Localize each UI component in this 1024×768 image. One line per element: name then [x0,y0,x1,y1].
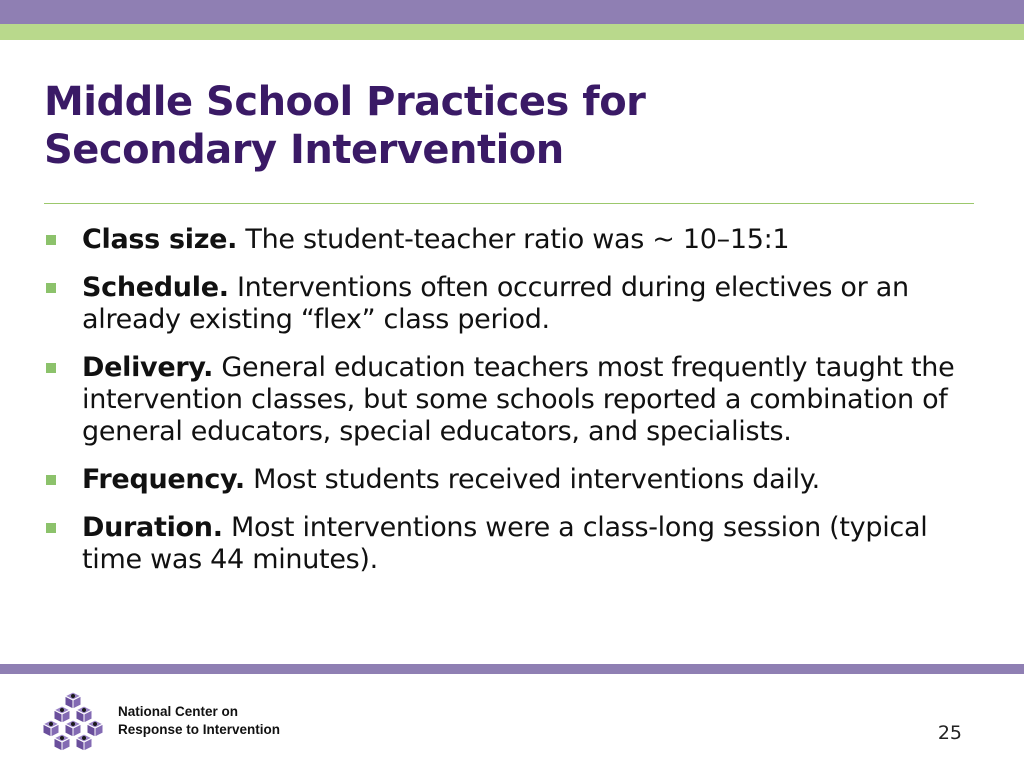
bullet-text: General education teachers most frequently taught the intervention classes, but some schools reported a combination of general educators, special educators, and specialists. [82,352,955,447]
bullet-term: Class size. [82,224,238,255]
bullet-term: Frequency. [82,464,245,495]
bullet-text: Interventions often occurred during electives or an already existing “flex” class period. [82,272,909,335]
title-divider [44,203,974,204]
organization-name-line-1: National Center on [118,704,239,719]
square-bullet-icon [46,235,56,245]
bullet-item-delivery [44,352,974,448]
top-accent-bar-purple [0,0,1024,24]
bullet-item-duration [44,512,974,576]
bullet-term: Duration. [82,512,223,543]
organization-name [118,703,280,739]
organization-name-line-2: Response to Intervention [118,722,281,737]
bullet-item-class-size [44,224,974,256]
slide-title-line-1: Middle School Practices for [44,79,646,125]
top-accent-bar-green [0,24,1024,40]
bullet-text: Most students received interventions daily. [244,464,820,495]
bullet-text: Most interventions were a class-long session (typical time was 44 minutes). [82,512,928,575]
square-bullet-icon [46,283,56,293]
slide-title-line-2: Secondary Intervention [44,127,564,173]
bullet-term: Delivery. [82,352,214,383]
bullet-list [44,224,974,592]
stacked-cubes-logo-icon [40,690,106,752]
bullet-term: Schedule. [82,272,229,303]
bullet-item-frequency [44,464,974,496]
square-bullet-icon [46,475,56,485]
square-bullet-icon [46,363,56,373]
bottom-accent-bar [0,664,1024,674]
bullet-item-schedule [44,272,974,336]
slide-number: 25 [937,722,962,744]
bullet-text: The student-teacher ratio was ~ 10–15:1 [237,224,790,255]
slide-title [44,78,944,174]
square-bullet-icon [46,523,56,533]
